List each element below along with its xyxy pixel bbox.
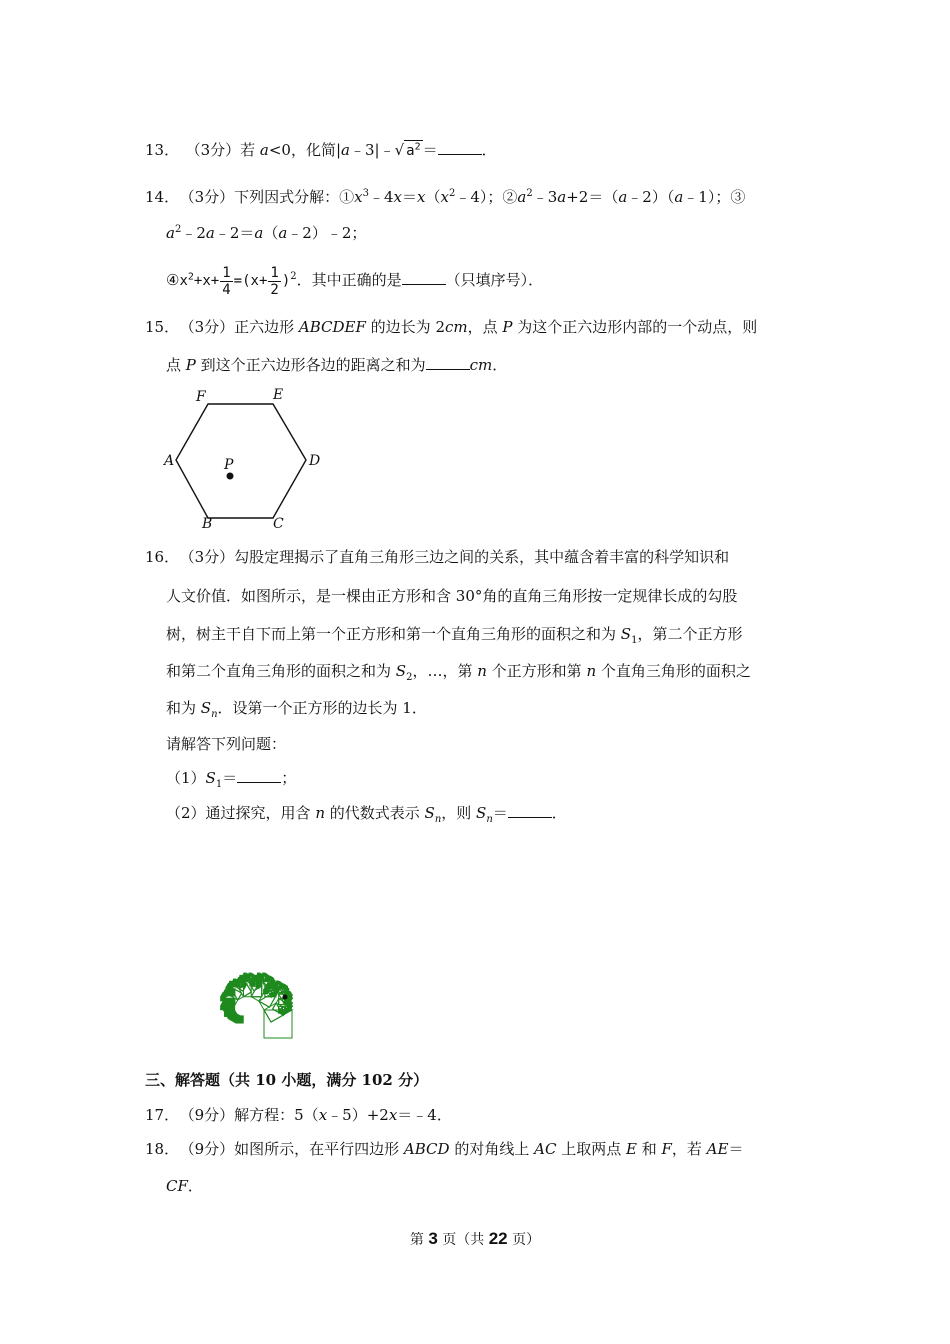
tree-leaf bbox=[288, 999, 289, 1000]
sqrt-expression: √ $a^2$ bbox=[394, 141, 421, 159]
tree-leaf bbox=[277, 982, 279, 984]
tree-leaf bbox=[232, 1016, 235, 1019]
tree-leaf bbox=[222, 997, 225, 1000]
tree-leaf bbox=[262, 977, 263, 978]
tree-leaf bbox=[269, 977, 271, 979]
answer-blank bbox=[426, 355, 470, 370]
tree-leaf bbox=[260, 975, 261, 976]
question-16-line-4: 和第二个直角三角形的面积之和为 $S_2$，…，第 n 个正方形和第 n 个直角三角形的面积之 bbox=[166, 662, 751, 683]
tree-leaf bbox=[291, 996, 292, 997]
tree-leaf bbox=[269, 979, 270, 980]
tree-leaf bbox=[290, 1002, 291, 1003]
tree-leaf bbox=[286, 1012, 287, 1013]
tree-leaf bbox=[252, 975, 253, 976]
point-label-p: P bbox=[224, 457, 234, 473]
question-16-line-2: 人文价值．如图所示，是一棵由正方形和含 30°角的直角三角形按一定规律长成的勾股 bbox=[166, 587, 738, 605]
tree-leaf bbox=[270, 985, 271, 986]
question-number: 18． bbox=[145, 1140, 180, 1158]
question-number: 14． bbox=[145, 188, 180, 206]
tree-leaf bbox=[279, 983, 280, 984]
vertex-label-c: C bbox=[273, 516, 284, 532]
tree-leaf bbox=[223, 1003, 225, 1005]
page-number: 3 bbox=[428, 1229, 438, 1248]
answer-blank bbox=[438, 140, 482, 155]
question-17: 17． （9分）解方程：5（x﹣5）+2x＝﹣4． bbox=[145, 1106, 452, 1124]
tree-leaf bbox=[227, 1010, 229, 1012]
tree-junction-dot bbox=[283, 995, 288, 1000]
answer-blank bbox=[237, 768, 281, 783]
question-14-line-1: 14． （3分）下列因式分解：$①x^3﹣4x=x(x^2﹣4)$；$②a^2﹣3a+2=(a﹣2)(a﹣1)$；③ bbox=[145, 188, 746, 206]
page-footer: 第 3 页（共 22 页） bbox=[409, 1229, 541, 1248]
tree-leaf bbox=[234, 980, 235, 981]
tree-leaf bbox=[227, 988, 230, 991]
tree-leaf bbox=[290, 994, 291, 995]
tree-square bbox=[264, 1010, 292, 1038]
hexagon-shape bbox=[176, 404, 306, 518]
tree-leaf bbox=[253, 980, 255, 982]
tree-leaf bbox=[265, 975, 266, 976]
answer-blank bbox=[402, 270, 446, 285]
tree-leaf bbox=[252, 982, 255, 985]
tree-leaf bbox=[236, 1016, 241, 1020]
question-13: 13． （3分）若 a<0，化简|a﹣3|﹣√ $a^2$ ＝ ． bbox=[145, 141, 497, 159]
question-15-line-1: 15． （3分）正六边形 ABCDEF 的边长为 2cm，点 P 为这个正六边形内部的一个动点，则 bbox=[145, 318, 758, 336]
tree-leaf bbox=[250, 974, 252, 976]
tree-leaf bbox=[223, 994, 225, 995]
tree-leaf bbox=[238, 982, 241, 985]
tree-leaf bbox=[241, 976, 243, 978]
tree-leaf bbox=[291, 999, 292, 1000]
tree-leaf bbox=[291, 1007, 292, 1008]
question-14-line-3: $④x^2+x+$ $\frac{1}{4}$ =(x+ $\frac{1}{2}$ )$^2$．其中正确的是 （只填序号）． bbox=[166, 264, 544, 298]
page-total: 22 bbox=[488, 1229, 508, 1248]
tree-leaf bbox=[274, 983, 275, 984]
vertex-label-a: A bbox=[164, 453, 175, 469]
vertex-label-e: E bbox=[273, 387, 284, 403]
point-p-dot bbox=[227, 473, 234, 480]
question-18-line-1: 18． （9分）如图所示，在平行四边形 ABCD 的对角线上 AC 上取两点 E 和 F，若 AE＝ bbox=[145, 1140, 744, 1158]
tree-leaf bbox=[232, 983, 233, 984]
question-18-line-2: CF． bbox=[166, 1177, 203, 1195]
fraction-one-half: $\frac{1}{2}$ bbox=[270, 264, 279, 298]
tree-leaf bbox=[255, 976, 256, 978]
question-16-line-5: 和为 $S_n$．设第一个正方形的边长为 1． bbox=[166, 699, 427, 720]
vertex-label-b: B bbox=[202, 516, 213, 532]
answer-blank bbox=[508, 803, 552, 818]
tree-leaf bbox=[222, 1006, 225, 1009]
section-heading: 三、解答题（共 10 小题，满分 102 分） bbox=[145, 1071, 429, 1089]
tree-leaf bbox=[272, 982, 274, 984]
question-number: 16． bbox=[145, 548, 180, 566]
tree-leaf bbox=[227, 1001, 228, 1002]
fraction-one-quarter: $\frac{1}{4}$ bbox=[222, 264, 231, 298]
tree-leaf bbox=[225, 1000, 227, 1001]
question-14-line-2: $a^2﹣2a﹣2=a(a﹣2)﹣2$； bbox=[166, 224, 367, 242]
tree-leaf bbox=[247, 975, 248, 976]
hexagon-figure bbox=[160, 382, 330, 534]
vertex-label-d: D bbox=[309, 453, 321, 469]
tree-leaf bbox=[226, 1012, 229, 1015]
question-16-line-6: 请解答下列问题： bbox=[166, 735, 287, 753]
tree-leaf bbox=[291, 1004, 292, 1005]
question-16-part-1: $(1)S_1=$ ； bbox=[166, 769, 297, 790]
question-16-line-3: 树，树主干自下而上第一个正方形和第一个直角三角形的面积之和为 $S_1$，第二个正方形 bbox=[166, 625, 743, 646]
tree-leaf bbox=[258, 974, 260, 976]
tree-leaf bbox=[243, 983, 244, 984]
question-number: 15． bbox=[145, 318, 180, 336]
tree-leaf bbox=[276, 994, 277, 995]
pythagoras-tree-figure bbox=[160, 832, 395, 1042]
question-16-line-1: 16． （3分）勾股定理揭示了直角三角形三边之间的关系，其中蕴含着丰富的科学知识和 bbox=[145, 548, 730, 566]
tree-leaf bbox=[286, 991, 288, 993]
question-number: 17． bbox=[145, 1106, 180, 1124]
tree-leaf bbox=[229, 985, 230, 987]
tree-leaf bbox=[271, 978, 272, 979]
tree-leaf bbox=[286, 988, 287, 989]
vertex-label-f: F bbox=[196, 389, 206, 405]
tree-leaf bbox=[239, 980, 241, 982]
tree-leaf bbox=[256, 977, 257, 978]
tree-leaf bbox=[284, 985, 285, 986]
question-15-line-2: 点 P 到这个正六边形各边的距离之和为 cm． bbox=[166, 356, 508, 374]
tree-leaf bbox=[276, 985, 277, 986]
tree-leaf bbox=[243, 977, 244, 978]
tree-leaf bbox=[273, 980, 274, 981]
tree-leaf bbox=[233, 992, 234, 993]
question-16-part-2: （2）通过探究，用含 n 的代数式表示 $S_n$，则 $S_n=$ ． bbox=[166, 804, 567, 825]
tree-leaf bbox=[288, 991, 289, 992]
tree-leaf bbox=[282, 987, 283, 988]
question-number: 13． bbox=[145, 141, 180, 159]
tree-leaf bbox=[265, 990, 268, 993]
tree-leaf bbox=[231, 989, 232, 990]
tree-leaf bbox=[266, 987, 268, 989]
